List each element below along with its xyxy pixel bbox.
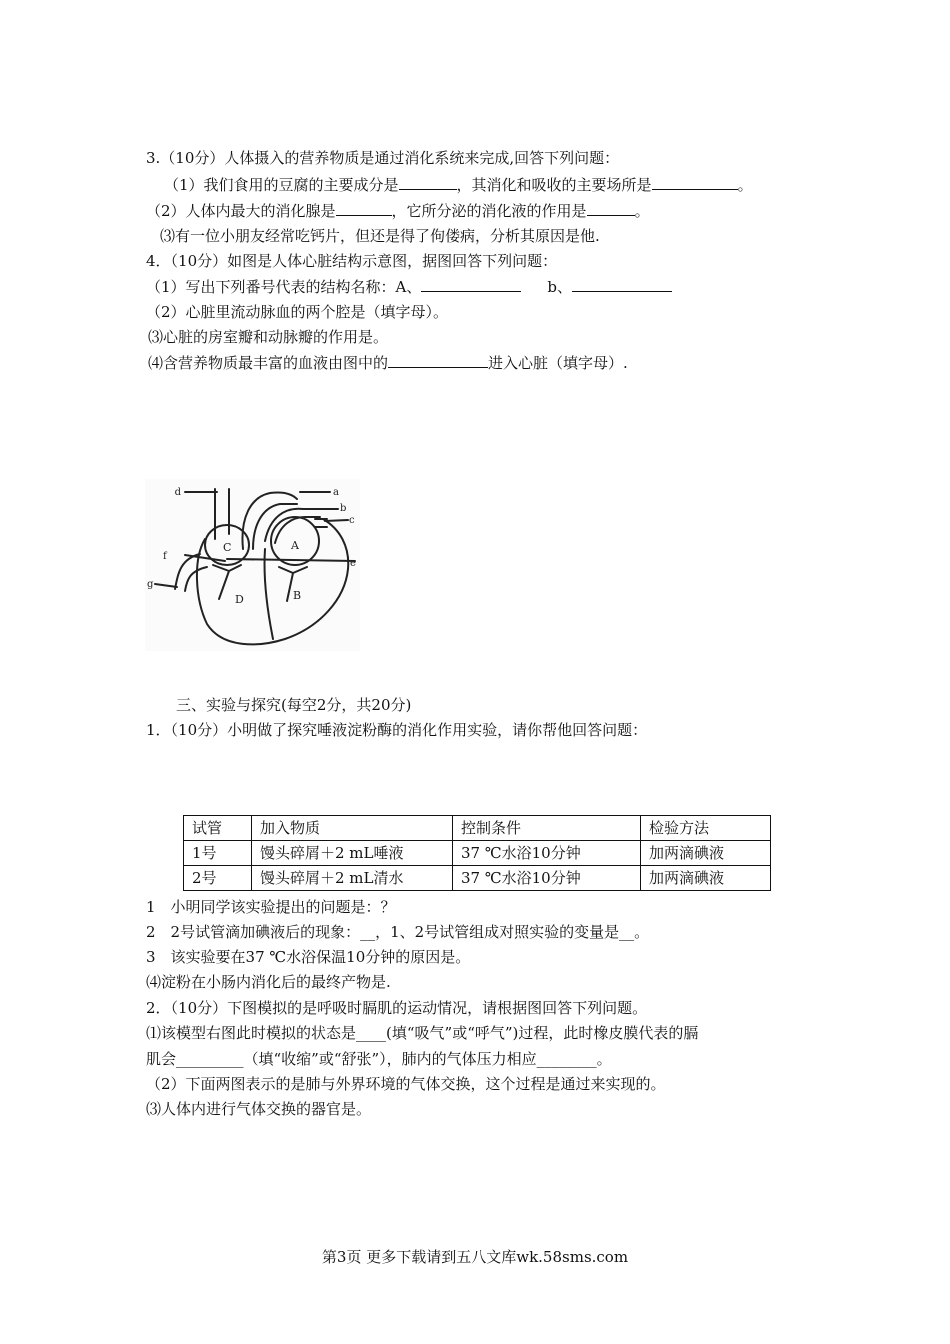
exp-q2-title: 2．（10分）下图模拟的是呼吸时膈肌的运动情况，请根据图回答下列问题。 <box>146 999 648 1017</box>
q4-item-1-text-b: b、 <box>547 278 572 296</box>
heart-label-b: b <box>340 503 347 514</box>
label-line-c <box>325 520 348 521</box>
q4-item-2: （2）心脏里流动脉血的两个腔是（填字母）。 <box>146 303 449 321</box>
heart-label-a: a <box>333 487 339 498</box>
page-footer: 第3页 更多下载请到五八文库wk.58sms.com <box>321 1248 629 1266</box>
table-cell: 加两滴碘液 <box>641 841 771 866</box>
table-header-cell: 控制条件 <box>453 816 641 841</box>
table-row <box>184 866 771 891</box>
exp-q1-item-2: 2 2号试管滴加碘液后的现象：__，1、2号试管组成对照实验的变量是__。 <box>146 923 650 941</box>
heart-label-f: f <box>163 551 167 562</box>
table-cell: 1号 <box>184 841 252 866</box>
heart-label-A: A <box>291 539 299 552</box>
q4-item-4 <box>148 352 628 373</box>
heart-label-c: c <box>349 515 355 526</box>
q4-item-4-text-b: 进入心脏（填字母）. <box>488 354 628 372</box>
section3-title: 三、实验与探究(每空2分，共20分) <box>176 696 412 714</box>
heart-label-e: e <box>350 558 356 569</box>
pulmonary-artery <box>265 509 320 543</box>
exp-q1-item-1: 1 小明同学该实验提出的问题是：？ <box>146 898 396 916</box>
heart-label-C: C <box>223 541 232 554</box>
exp-q2-item-1b: 肌会_________（填“收缩”或“舒张”），肺内的气体压力相应________。 <box>146 1050 612 1068</box>
exp-q2-item-2: （2）下面两图表示的是肺与外界环境的气体交换，这个过程是通过来实现的。 <box>146 1075 666 1093</box>
answer-blank[interactable] <box>587 200 635 216</box>
table-cell: 加两滴碘液 <box>641 866 771 891</box>
heart-label-g: g <box>147 579 154 590</box>
q3-item-2-text-b: ，它所分泌的消化液的作用是 <box>391 202 587 220</box>
exp-q1-item-4: ⑷淀粉在小肠内消化后的最终产物是. <box>146 973 391 991</box>
table-cell: 37 ℃水浴10分钟 <box>453 866 641 891</box>
q4-item-1 <box>146 276 672 297</box>
answer-blank[interactable] <box>336 200 392 216</box>
table-cell: 37 ℃水浴10分钟 <box>453 841 641 866</box>
exp-q1-item-3: 3 该实验要在37 ℃水浴保温10分钟的原因是。 <box>146 948 471 966</box>
valve-lines <box>185 555 355 561</box>
answer-blank[interactable] <box>652 174 738 190</box>
table-header-cell: 试管 <box>184 816 252 841</box>
q4-item-4-text-a: ⑷含营养物质最丰富的血液由图中的 <box>148 354 389 372</box>
answer-blank[interactable] <box>399 174 457 190</box>
exp-q2-item-3: ⑶人体内进行气体交换的器官是。 <box>146 1100 372 1118</box>
table-header-cell: 加入物质 <box>252 816 453 841</box>
q3-item-1-text-b: ，其消化和吸收的主要场所是 <box>456 176 652 194</box>
q4-title: 4．（10分）如图是人体心脏结构示意图，据图回答下列问题： <box>146 252 558 270</box>
q4-item-3: ⑶心脏的房室瓣和动脉瓣的作用是。 <box>148 328 389 346</box>
heart-label-d: d <box>174 487 181 498</box>
q3-item-2 <box>146 200 650 221</box>
inferior-vena-cava <box>175 554 207 591</box>
q4-item-1-text-a: （1）写出下列番号代表的结构名称：A、 <box>146 278 422 296</box>
table-cell: 2号 <box>184 866 252 891</box>
q3-item-2-text-a: （2）人体内最大的消化腺是 <box>146 202 336 220</box>
table-header-cell: 检验方法 <box>641 816 771 841</box>
answer-blank[interactable] <box>421 276 521 292</box>
table-cell: 馒头碎屑＋2 mL清水 <box>252 866 453 891</box>
q3-title: 3.（10分）人体摄入的营养物质是通过消化系统来完成,回答下列问题： <box>146 149 620 167</box>
table-header-row <box>184 816 771 841</box>
exp-q2-item-1a: ⑴该模型右图此时模拟的状态是____(填“吸气”或“呼气”)过程，此时橡皮膜代表的膈 <box>146 1024 699 1042</box>
label-line-g <box>155 584 177 587</box>
table-row <box>184 841 771 866</box>
answer-blank[interactable] <box>572 276 672 292</box>
heart-label-D: D <box>235 593 244 606</box>
table-cell: 馒头碎屑＋2 mL唾液 <box>252 841 453 866</box>
q3-item-1 <box>164 174 753 195</box>
heart-outline <box>197 519 348 644</box>
exp-q1-title: 1．（10分）小明做了探究唾液淀粉酶的消化作用实验，请你帮他回答问题： <box>146 721 648 739</box>
q3-item-2-text-c: 。 <box>634 202 650 220</box>
heart-diagram <box>145 479 360 651</box>
experiment-table <box>183 815 771 891</box>
q3-item-1-text-a: （1）我们食用的豆腐的主要成分是 <box>164 176 399 194</box>
heart-label-B: B <box>293 589 302 602</box>
septum <box>264 549 273 639</box>
q3-item-3: ⑶有一位小朋友经常吃钙片，但还是得了佝偻病，分析其原因是他. <box>160 227 600 245</box>
q3-item-1-text-c: 。 <box>737 176 753 194</box>
answer-blank[interactable] <box>388 352 488 368</box>
superior-vena-cava <box>215 489 229 539</box>
